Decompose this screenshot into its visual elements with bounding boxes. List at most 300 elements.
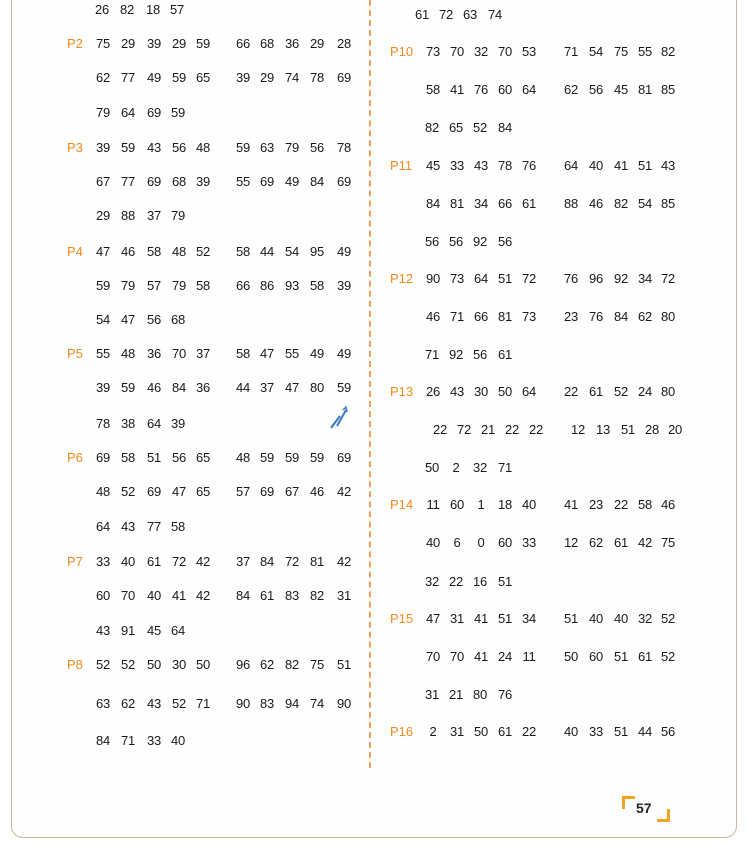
data-value: 64 — [563, 158, 579, 173]
data-value: 29 — [120, 36, 136, 51]
data-value: 76 — [521, 158, 537, 173]
data-value: 62 — [120, 696, 136, 711]
data-value: 13 — [595, 422, 611, 437]
data-value: 49 — [309, 346, 325, 361]
data-value: 52 — [120, 484, 136, 499]
data-value: 71 — [449, 309, 465, 324]
data-value: 74 — [487, 7, 503, 22]
data-value: 71 — [497, 460, 513, 475]
data-value: 58 — [146, 244, 162, 259]
data-value: 51 — [497, 271, 513, 286]
problem-label: P6 — [67, 450, 83, 465]
data-value: 90 — [336, 696, 352, 711]
data-value: 66 — [497, 196, 513, 211]
data-value: 90 — [425, 271, 441, 286]
problem-label: P3 — [67, 140, 83, 155]
data-value: 39 — [95, 140, 111, 155]
data-value: 64 — [146, 416, 162, 431]
data-value: 22 — [432, 422, 448, 437]
data-value: 40 — [120, 554, 136, 569]
data-value: 51 — [497, 574, 513, 589]
page-frame — [11, 0, 737, 838]
data-value: 57 — [169, 2, 185, 17]
data-value: 65 — [195, 484, 211, 499]
data-value: 56 — [171, 450, 187, 465]
data-value: 40 — [613, 611, 629, 626]
data-value: 31 — [449, 611, 465, 626]
data-value: 72 — [284, 554, 300, 569]
data-value: 73 — [425, 44, 441, 59]
problem-label: P16 — [390, 724, 414, 739]
data-value: 96 — [588, 271, 604, 286]
data-value: 22 — [613, 497, 629, 512]
data-value: 59 — [171, 70, 187, 85]
data-value: 31 — [424, 687, 440, 702]
data-value: 71 — [195, 696, 211, 711]
data-value: 49 — [284, 174, 300, 189]
data-value: 84 — [235, 588, 251, 603]
data-value: 29 — [309, 36, 325, 51]
data-value: 43 — [473, 158, 489, 173]
data-value: 72 — [660, 271, 676, 286]
data-value: 84 — [613, 309, 629, 324]
data-value: 42 — [195, 554, 211, 569]
data-value: 78 — [497, 158, 513, 173]
data-value: 40 — [521, 497, 537, 512]
data-value: 66 — [235, 278, 251, 293]
data-value: 77 — [120, 70, 136, 85]
data-value: 54 — [637, 196, 653, 211]
data-value: 96 — [235, 657, 251, 672]
data-value: 56 — [472, 347, 488, 362]
data-value: 61 — [613, 535, 629, 550]
data-value: 73 — [521, 309, 537, 324]
data-value: 43 — [95, 623, 111, 638]
data-value: 62 — [259, 657, 275, 672]
data-value: 72 — [438, 7, 454, 22]
data-value: 59 — [259, 450, 275, 465]
data-value: 22 — [521, 724, 537, 739]
data-value: 91 — [120, 623, 136, 638]
data-value: 94 — [284, 696, 300, 711]
data-value: 33 — [588, 724, 604, 739]
data-value: 41 — [613, 158, 629, 173]
data-value: 82 — [284, 657, 300, 672]
data-value: 58 — [195, 278, 211, 293]
data-value: 59 — [170, 105, 186, 120]
data-value: 47 — [171, 484, 187, 499]
data-value: 56 — [424, 234, 440, 249]
page-number — [622, 796, 670, 822]
data-value: 40 — [588, 158, 604, 173]
data-value: 42 — [336, 554, 352, 569]
data-value: 63 — [462, 7, 478, 22]
data-value: 39 — [146, 36, 162, 51]
data-value: 76 — [473, 82, 489, 97]
data-value: 52 — [613, 384, 629, 399]
data-value: 69 — [336, 450, 352, 465]
data-value: 41 — [473, 611, 489, 626]
data-value: 54 — [95, 312, 111, 327]
data-value: 75 — [613, 44, 629, 59]
data-value: 28 — [336, 36, 352, 51]
data-value: 92 — [472, 234, 488, 249]
data-value: 69 — [95, 450, 111, 465]
data-value: 58 — [170, 519, 186, 534]
data-value: 79 — [170, 208, 186, 223]
data-value: 20 — [667, 422, 683, 437]
data-value: 90 — [235, 696, 251, 711]
data-value: 44 — [259, 244, 275, 259]
data-value: 52 — [660, 611, 676, 626]
data-value: 32 — [472, 460, 488, 475]
data-value: 40 — [588, 611, 604, 626]
data-value: 24 — [637, 384, 653, 399]
data-value: 45 — [613, 82, 629, 97]
data-value: 21 — [448, 687, 464, 702]
data-value: 37 — [195, 346, 211, 361]
data-value: 70 — [425, 649, 441, 664]
data-value: 37 — [146, 208, 162, 223]
data-value: 69 — [259, 174, 275, 189]
problem-label: P8 — [67, 657, 83, 672]
data-value: 71 — [563, 44, 579, 59]
data-value: 31 — [336, 588, 352, 603]
data-value: 52 — [171, 696, 187, 711]
data-value: 64 — [521, 384, 537, 399]
data-value: 78 — [95, 416, 111, 431]
problem-label: P4 — [67, 244, 83, 259]
data-value: 54 — [588, 44, 604, 59]
data-value: 50 — [497, 384, 513, 399]
data-value: 61 — [637, 649, 653, 664]
data-value: 22 — [448, 574, 464, 589]
data-value: 32 — [473, 44, 489, 59]
data-value: 33 — [449, 158, 465, 173]
data-value: 80 — [660, 309, 676, 324]
data-value: 39 — [170, 416, 186, 431]
data-value: 60 — [497, 535, 513, 550]
data-value: 56 — [309, 140, 325, 155]
data-value: 41 — [473, 649, 489, 664]
data-value: 56 — [497, 234, 513, 249]
data-value: 49 — [336, 244, 352, 259]
data-value: 23 — [563, 309, 579, 324]
problem-label: P7 — [67, 554, 83, 569]
data-value: 47 — [95, 244, 111, 259]
data-value: 12 — [570, 422, 586, 437]
data-value: 84 — [95, 733, 111, 748]
data-value: 55 — [235, 174, 251, 189]
data-value: 43 — [146, 696, 162, 711]
data-value: 43 — [120, 519, 136, 534]
data-value: 69 — [259, 484, 275, 499]
column-divider — [369, 0, 371, 768]
data-value: 69 — [146, 105, 162, 120]
data-value: 59 — [235, 140, 251, 155]
data-value: 77 — [120, 174, 136, 189]
data-value: 18 — [145, 2, 161, 17]
data-value: 92 — [448, 347, 464, 362]
data-value: 55 — [284, 346, 300, 361]
data-value: 34 — [473, 196, 489, 211]
data-value: 59 — [336, 380, 352, 395]
data-value: 11 — [522, 649, 536, 664]
data-value: 64 — [473, 271, 489, 286]
data-value: 47 — [284, 380, 300, 395]
data-value: 33 — [146, 733, 162, 748]
data-value: 51 — [336, 657, 352, 672]
data-value: 60 — [95, 588, 111, 603]
data-value: 42 — [195, 588, 211, 603]
data-value: 82 — [424, 120, 440, 135]
data-value: 63 — [95, 696, 111, 711]
data-value: 68 — [171, 174, 187, 189]
data-value: 48 — [120, 346, 136, 361]
data-value: 46 — [120, 244, 136, 259]
data-value: 81 — [497, 309, 513, 324]
data-value: 88 — [120, 208, 136, 223]
data-value: 40 — [146, 588, 162, 603]
data-value: 84 — [497, 120, 513, 135]
data-value: 51 — [146, 450, 162, 465]
data-value: 48 — [235, 450, 251, 465]
data-value: 0 — [477, 535, 485, 550]
data-value: 52 — [120, 657, 136, 672]
data-value: 81 — [309, 554, 325, 569]
data-value: 70 — [171, 346, 187, 361]
data-value: 33 — [95, 554, 111, 569]
data-value: 63 — [259, 140, 275, 155]
data-value: 72 — [171, 554, 187, 569]
data-value: 58 — [637, 497, 653, 512]
data-value: 61 — [588, 384, 604, 399]
data-value: 57 — [235, 484, 251, 499]
problem-label: P2 — [67, 36, 83, 51]
data-value: 57 — [146, 278, 162, 293]
data-value: 37 — [259, 380, 275, 395]
data-value: 1 — [477, 497, 485, 512]
data-value: 75 — [309, 657, 325, 672]
data-value: 39 — [195, 174, 211, 189]
data-value: 76 — [497, 687, 513, 702]
data-value: 61 — [259, 588, 275, 603]
data-value: 29 — [171, 36, 187, 51]
data-value: 79 — [120, 278, 136, 293]
data-value: 39 — [336, 278, 352, 293]
data-value: 45 — [425, 158, 441, 173]
data-value: 80 — [660, 384, 676, 399]
data-value: 56 — [146, 312, 162, 327]
data-value: 61 — [521, 196, 537, 211]
data-value: 47 — [259, 346, 275, 361]
data-value: 61 — [497, 724, 513, 739]
data-value: 40 — [170, 733, 186, 748]
data-value: 84 — [425, 196, 441, 211]
data-value: 34 — [521, 611, 537, 626]
data-value: 12 — [563, 535, 579, 550]
data-value: 49 — [336, 346, 352, 361]
data-value: 50 — [424, 460, 440, 475]
data-value: 61 — [146, 554, 162, 569]
data-value: 60 — [449, 497, 465, 512]
data-value: 67 — [284, 484, 300, 499]
problem-label: P10 — [390, 44, 414, 59]
data-value: 72 — [521, 271, 537, 286]
data-value: 86 — [259, 278, 275, 293]
problem-label: P15 — [390, 611, 414, 626]
data-value: 46 — [660, 497, 676, 512]
data-value: 28 — [644, 422, 660, 437]
data-value: 41 — [563, 497, 579, 512]
data-value: 32 — [424, 574, 440, 589]
data-value: 11 — [426, 497, 440, 512]
data-value: 92 — [613, 271, 629, 286]
data-value: 71 — [424, 347, 440, 362]
data-value: 51 — [637, 158, 653, 173]
data-value: 48 — [95, 484, 111, 499]
data-value: 2 — [429, 724, 437, 739]
data-value: 58 — [425, 82, 441, 97]
data-value: 26 — [425, 384, 441, 399]
data-value: 48 — [171, 244, 187, 259]
data-value: 83 — [259, 696, 275, 711]
data-value: 52 — [95, 657, 111, 672]
data-value: 76 — [588, 309, 604, 324]
data-value: 51 — [563, 611, 579, 626]
data-value: 22 — [504, 422, 520, 437]
data-value: 41 — [449, 82, 465, 97]
data-value: 79 — [284, 140, 300, 155]
data-value: 42 — [336, 484, 352, 499]
data-value: 83 — [284, 588, 300, 603]
data-value: 56 — [588, 82, 604, 97]
data-value: 66 — [235, 36, 251, 51]
data-value: 32 — [637, 611, 653, 626]
data-value: 82 — [309, 588, 325, 603]
data-value: 29 — [259, 70, 275, 85]
data-value: 36 — [146, 346, 162, 361]
data-value: 65 — [195, 70, 211, 85]
data-value: 80 — [472, 687, 488, 702]
data-value: 46 — [309, 484, 325, 499]
data-value: 75 — [95, 36, 111, 51]
data-value: 61 — [497, 347, 513, 362]
data-value: 67 — [95, 174, 111, 189]
data-value: 45 — [146, 623, 162, 638]
data-value: 84 — [171, 380, 187, 395]
data-value: 81 — [449, 196, 465, 211]
data-value: 68 — [259, 36, 275, 51]
data-value: 43 — [449, 384, 465, 399]
data-value: 59 — [284, 450, 300, 465]
data-value: 76 — [563, 271, 579, 286]
data-value: 79 — [95, 105, 111, 120]
data-value: 70 — [120, 588, 136, 603]
data-value: 58 — [309, 278, 325, 293]
data-value: 60 — [497, 82, 513, 97]
data-value: 55 — [95, 346, 111, 361]
data-value: 39 — [95, 380, 111, 395]
data-value: 52 — [472, 120, 488, 135]
data-value: 29 — [95, 208, 111, 223]
data-value: 65 — [448, 120, 464, 135]
data-value: 62 — [637, 309, 653, 324]
data-value: 18 — [497, 497, 513, 512]
data-value: 64 — [170, 623, 186, 638]
data-value: 95 — [309, 244, 325, 259]
data-value: 46 — [146, 380, 162, 395]
data-value: 81 — [637, 82, 653, 97]
data-value: 6 — [453, 535, 461, 550]
corner-bracket-icon — [657, 809, 670, 822]
data-value: 68 — [170, 312, 186, 327]
data-value: 50 — [146, 657, 162, 672]
problem-label: P12 — [390, 271, 414, 286]
data-value: 69 — [146, 484, 162, 499]
page-number-text: 57 — [636, 800, 652, 816]
data-value: 52 — [195, 244, 211, 259]
data-value: 37 — [235, 554, 251, 569]
data-value: 51 — [613, 724, 629, 739]
data-value: 73 — [449, 271, 465, 286]
data-value: 50 — [195, 657, 211, 672]
data-value: 58 — [235, 244, 251, 259]
data-value: 70 — [449, 649, 465, 664]
data-value: 56 — [660, 724, 676, 739]
data-value: 59 — [195, 36, 211, 51]
data-value: 47 — [425, 611, 441, 626]
data-value: 56 — [448, 234, 464, 249]
data-value: 64 — [95, 519, 111, 534]
data-value: 34 — [637, 271, 653, 286]
data-value: 72 — [456, 422, 472, 437]
data-value: 93 — [284, 278, 300, 293]
data-value: 75 — [660, 535, 676, 550]
problem-label: P14 — [390, 497, 414, 512]
data-value: 40 — [425, 535, 441, 550]
data-value: 77 — [146, 519, 162, 534]
data-value: 52 — [660, 649, 676, 664]
data-value: 69 — [336, 70, 352, 85]
data-value: 60 — [588, 649, 604, 664]
data-value: 82 — [660, 44, 676, 59]
data-value: 36 — [284, 36, 300, 51]
data-value: 41 — [171, 588, 187, 603]
data-value: 74 — [284, 70, 300, 85]
data-value: 61 — [414, 7, 430, 22]
data-value: 44 — [637, 724, 653, 739]
data-value: 65 — [195, 450, 211, 465]
data-value: 54 — [284, 244, 300, 259]
data-value: 2 — [452, 460, 460, 475]
data-value: 53 — [521, 44, 537, 59]
data-value: 44 — [235, 380, 251, 395]
data-value: 43 — [660, 158, 676, 173]
data-value: 64 — [120, 105, 136, 120]
data-value: 22 — [528, 422, 544, 437]
data-value: 58 — [235, 346, 251, 361]
data-value: 62 — [563, 82, 579, 97]
data-value: 84 — [259, 554, 275, 569]
data-value: 36 — [195, 380, 211, 395]
data-value: 31 — [449, 724, 465, 739]
data-value: 50 — [473, 724, 489, 739]
data-value: 84 — [309, 174, 325, 189]
data-value: 69 — [146, 174, 162, 189]
data-value: 47 — [120, 312, 136, 327]
problem-label: P13 — [390, 384, 414, 399]
